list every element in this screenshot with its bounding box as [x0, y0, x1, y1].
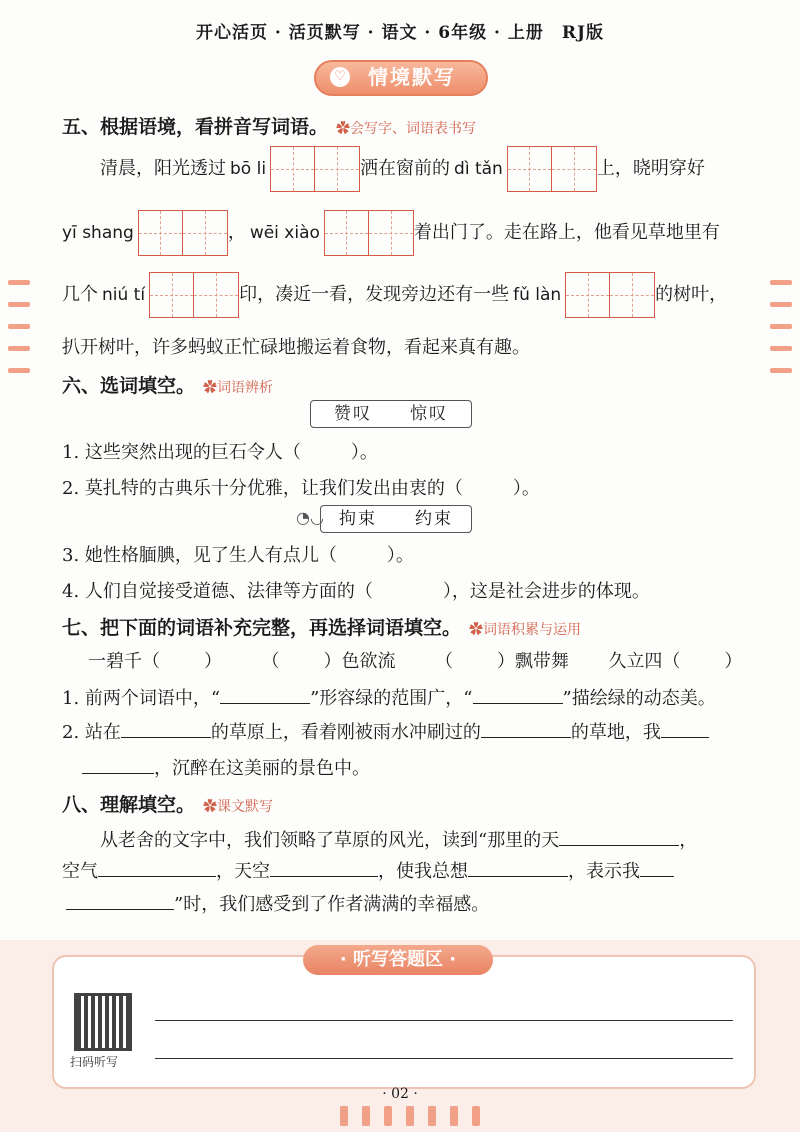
text: ）。 — [512, 478, 540, 499]
q5-line-4: 扒开树叶，许多蚂蚁正忙碌地搬运着食物，看起来真有趣。 — [62, 337, 530, 358]
text: ）色欲流 — [323, 651, 396, 672]
text: 的草原上，看着刚被雨水冲刷过的 — [210, 722, 481, 743]
text: （ — [434, 651, 453, 672]
q8-tag: ✿课文默写 — [203, 799, 274, 815]
q5-tag: ✿会写字、词语表书写 — [336, 121, 477, 137]
q6-sentence-4 — [62, 577, 650, 603]
q7-blank-1[interactable] — [220, 685, 310, 704]
text: 4. 人们自觉接受道德、法律等方面的（ — [62, 581, 373, 602]
right-binding-ticks — [770, 280, 792, 373]
text: 空气 — [62, 861, 98, 882]
left-binding-ticks — [8, 280, 30, 373]
text: 2. 站在 — [62, 722, 121, 743]
q8-line-1 — [100, 826, 697, 852]
heart-icon: ♡ — [330, 67, 350, 87]
text: 从老舍的文字中，我们领略了草原的风光，读到“那里的天 — [100, 830, 560, 851]
text: 一碧千（ — [88, 651, 160, 672]
q7-idiom-row — [88, 647, 742, 673]
q6-sentence-3 — [62, 541, 414, 567]
text: （ — [261, 651, 280, 672]
q7-sentence-3 — [82, 754, 370, 780]
text: ） — [724, 651, 743, 672]
q7-blank-4[interactable] — [481, 719, 571, 738]
text: 的草地，我 — [570, 722, 661, 743]
q6-sentence-2 — [62, 474, 540, 500]
text: 几个 — [62, 284, 98, 305]
text: ，表示我 — [568, 861, 640, 882]
text: ） — [204, 651, 222, 672]
q5-line-2 — [62, 210, 720, 256]
idiom-1 — [88, 651, 222, 672]
answer-grid-yishang[interactable] — [138, 210, 228, 256]
page-number: · 02 · — [382, 1086, 418, 1102]
answer-grid-fulan[interactable] — [565, 272, 655, 318]
text: 上，晓明穿好 — [596, 158, 705, 179]
text: 清晨，阳光透过 — [100, 158, 226, 179]
pinyin-fulan: fǔ làn — [513, 285, 562, 305]
q5-title-text: 五、根据语境，看拼音写词语。 — [62, 116, 329, 138]
text: 印，凑近一看，发现旁边还有一些 — [239, 284, 510, 305]
word-choice-box-1: 赞叹 惊叹 — [310, 400, 472, 428]
q8-blank-1[interactable] — [559, 827, 679, 846]
q7-blank-6[interactable] — [82, 755, 154, 774]
q5-title — [62, 112, 476, 139]
text: ”描绘绿的动态美。 — [562, 688, 716, 709]
q8-blank-6[interactable] — [66, 891, 174, 910]
text: 洒在窗前的 — [360, 158, 451, 179]
text: ， — [679, 830, 698, 851]
answer-grid-boli[interactable] — [270, 146, 360, 192]
q6-blank-2[interactable] — [463, 476, 513, 494]
text: ， — [227, 222, 246, 243]
pinyin-niuti: niú tí — [102, 285, 146, 305]
text: 久立四（ — [608, 651, 681, 672]
q7-blank-3[interactable] — [121, 719, 211, 738]
pinyin-yishang: yī shang — [62, 223, 134, 243]
q5-line-1 — [100, 146, 705, 192]
text: ，沉醉在这美丽的景色中。 — [154, 758, 370, 779]
q8-blank-4[interactable] — [468, 858, 568, 877]
q6-blank-3[interactable] — [337, 543, 387, 561]
q8-title-text: 八、理解填空。 — [62, 794, 196, 816]
text: 1. 这些突然出现的巨石令人（ — [62, 442, 301, 463]
text: ）。 — [350, 442, 378, 463]
pinyin-boli: bō li — [230, 159, 267, 179]
q8-blank-3[interactable] — [270, 858, 378, 877]
q5-line-3 — [62, 272, 727, 318]
q8-line-2 — [62, 857, 674, 883]
answer-grid-ditan[interactable] — [507, 146, 597, 192]
q6-tag: ✿词语辨析 — [203, 380, 274, 396]
q6-blank-4[interactable] — [373, 579, 443, 597]
q7-blank-5[interactable] — [661, 719, 709, 738]
listen-banner: · 听写答题区 · — [303, 945, 493, 975]
q7-sentence-2 — [62, 718, 709, 744]
write-line-1[interactable] — [155, 1020, 733, 1021]
q6-title-text: 六、选词填空。 — [62, 375, 196, 397]
text: 1. 前两个词语中，“ — [62, 688, 221, 709]
q8-line-3 — [66, 890, 489, 916]
text: ，使我总想 — [378, 861, 468, 882]
section-banner — [314, 60, 488, 96]
word-choice-box-2: 拘束 约束 — [320, 505, 472, 533]
listen-answer-area — [52, 955, 756, 1089]
qr-label: 扫码听写 — [70, 1055, 119, 1069]
text: ）飘带舞 — [496, 651, 569, 672]
rabbit-icon: ◔◡ — [296, 508, 324, 527]
idiom-3 — [435, 651, 569, 672]
bottom-binding-ticks — [340, 1106, 480, 1126]
page-header: 开心活页 · 活页默写 · 语文 · 6年级 · 上册 RJ版 — [195, 23, 605, 43]
text: ”时，我们感受到了作者满满的幸福感。 — [174, 894, 490, 915]
pinyin-weixiao: wēi xiào — [249, 223, 320, 243]
q6-blank-1[interactable] — [301, 440, 351, 458]
qr-code-icon[interactable] — [74, 993, 132, 1051]
text: ），这是社会进步的体现。 — [442, 581, 650, 602]
q8-title — [62, 790, 273, 817]
banner-title: 情境默写 — [368, 65, 456, 89]
text: 着出门了。走在路上，他看见草地里有 — [413, 222, 720, 243]
q7-tag: ✿词语积累与运用 — [469, 622, 582, 638]
text: ”形容绿的范围广，“ — [310, 688, 473, 709]
idiom-4 — [608, 651, 742, 672]
q7-title — [62, 613, 581, 640]
idiom-2 — [261, 651, 395, 672]
text: 2. 莫扎特的古典乐十分优雅，让我们发出由衷的（ — [62, 478, 463, 499]
text: 的树叶， — [655, 284, 728, 305]
q8-blank-5[interactable] — [640, 858, 674, 877]
write-line-2[interactable] — [155, 1058, 733, 1059]
text: 3. 她性格腼腆，见了生人有点儿（ — [62, 545, 337, 566]
q8-blank-2[interactable] — [98, 858, 216, 877]
q7-blank-2[interactable] — [473, 685, 563, 704]
text: ）。 — [386, 545, 414, 566]
text: ，天空 — [216, 861, 270, 882]
q6-sentence-1 — [62, 438, 378, 464]
answer-grid-niuti[interactable] — [149, 272, 239, 318]
q7-sentence-1 — [62, 684, 716, 710]
pinyin-ditan: dì tǎn — [454, 159, 503, 179]
answer-grid-weixiao[interactable] — [324, 210, 414, 256]
q7-title-text: 七、把下面的词语补充完整，再选择词语填空。 — [62, 617, 462, 639]
q6-title — [62, 371, 273, 398]
